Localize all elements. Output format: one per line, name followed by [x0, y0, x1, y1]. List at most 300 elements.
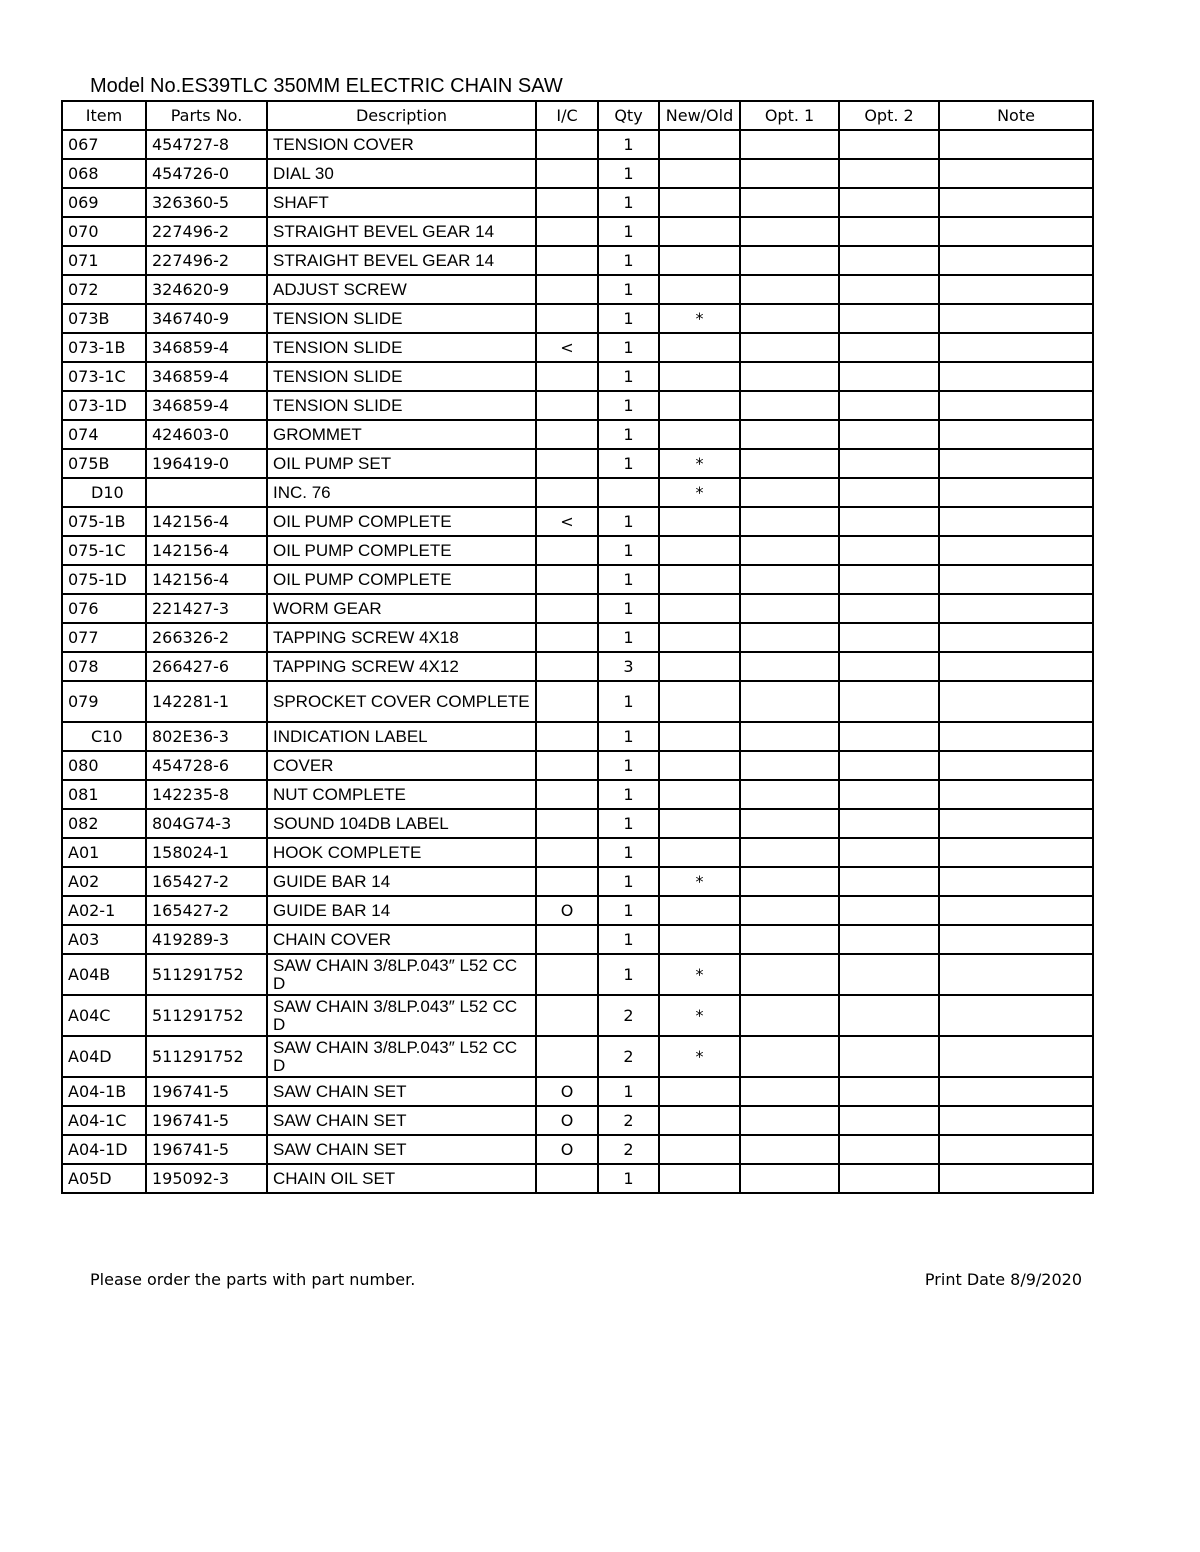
part-number-cell: 454726-0	[146, 159, 267, 188]
opt-1-cell	[740, 188, 839, 217]
opt-2-cell	[839, 391, 939, 420]
description-cell: SHAFT	[267, 188, 536, 217]
table-row	[62, 159, 1093, 188]
note-cell	[939, 751, 1093, 780]
description-cell: CHAIN OIL SET	[267, 1164, 536, 1193]
table-row	[62, 362, 1093, 391]
item-cell: A04C	[62, 995, 146, 1036]
qty-cell: 1	[598, 304, 659, 333]
opt-2-cell	[839, 838, 939, 867]
part-number-cell: 424603-0	[146, 420, 267, 449]
qty-cell: 1	[598, 362, 659, 391]
opt-1-cell	[740, 954, 839, 995]
qty-cell: 1	[598, 565, 659, 594]
table-row	[62, 1077, 1093, 1106]
item-cell: 075B	[62, 449, 146, 478]
part-number-cell: 158024-1	[146, 838, 267, 867]
item-cell: 075-1C	[62, 536, 146, 565]
description-cell: TENSION SLIDE	[267, 304, 536, 333]
opt-2-cell	[839, 925, 939, 954]
part-number-cell	[146, 478, 267, 507]
item-cell: 067	[62, 130, 146, 159]
ic-cell: <	[536, 507, 598, 536]
description-cell: TAPPING SCREW 4X18	[267, 623, 536, 652]
part-number-cell: 196741-5	[146, 1135, 267, 1164]
description-cell: ADJUST SCREW	[267, 275, 536, 304]
new-old-cell	[659, 130, 740, 159]
opt-2-cell	[839, 449, 939, 478]
table-row	[62, 420, 1093, 449]
opt-1-cell	[740, 838, 839, 867]
opt-2-cell	[839, 867, 939, 896]
item-cell: 073-1D	[62, 391, 146, 420]
table-row	[62, 1135, 1093, 1164]
opt-1-cell	[740, 722, 839, 751]
opt-1-cell	[740, 896, 839, 925]
description-cell: HOOK COMPLETE	[267, 838, 536, 867]
description-cell: GUIDE BAR 14	[267, 896, 536, 925]
table-row	[62, 130, 1093, 159]
note-cell	[939, 565, 1093, 594]
opt-2-cell	[839, 722, 939, 751]
table-row	[62, 217, 1093, 246]
opt-2-cell	[839, 333, 939, 362]
opt-1-cell	[740, 507, 839, 536]
ic-cell	[536, 995, 598, 1036]
qty-cell: 1	[598, 449, 659, 478]
note-cell	[939, 188, 1093, 217]
note-cell	[939, 995, 1093, 1036]
ic-cell	[536, 159, 598, 188]
note-cell	[939, 722, 1093, 751]
note-cell	[939, 507, 1093, 536]
opt-2-cell	[839, 1164, 939, 1193]
new-old-cell	[659, 188, 740, 217]
note-cell	[939, 780, 1093, 809]
part-number-cell: 142156-4	[146, 507, 267, 536]
note-cell	[939, 449, 1093, 478]
part-number-cell: 454727-8	[146, 130, 267, 159]
parts-table	[61, 100, 1094, 1194]
part-number-cell: 142235-8	[146, 780, 267, 809]
table-row	[62, 449, 1093, 478]
note-cell	[939, 867, 1093, 896]
document-title: Model No.ES39TLC 350MM ELECTRIC CHAIN SAW	[90, 75, 563, 97]
ic-cell	[536, 1164, 598, 1193]
note-cell	[939, 1135, 1093, 1164]
new-old-cell	[659, 159, 740, 188]
new-old-cell	[659, 594, 740, 623]
description-cell: SAW CHAIN SET	[267, 1106, 536, 1135]
new-old-cell	[659, 896, 740, 925]
item-cell: C10	[62, 722, 146, 751]
opt-1-cell	[740, 130, 839, 159]
opt-1-cell	[740, 275, 839, 304]
new-old-cell	[659, 722, 740, 751]
description-cell: OIL PUMP COMPLETE	[267, 536, 536, 565]
new-old-cell	[659, 751, 740, 780]
ic-cell	[536, 838, 598, 867]
qty-cell: 1	[598, 867, 659, 896]
table-row	[62, 623, 1093, 652]
part-number-cell: 142281-1	[146, 681, 267, 722]
column-header-item: Item	[62, 101, 146, 130]
new-old-cell	[659, 217, 740, 246]
part-number-cell: 227496-2	[146, 217, 267, 246]
opt-1-cell	[740, 246, 839, 275]
opt-2-cell	[839, 681, 939, 722]
description-cell: INDICATION LABEL	[267, 722, 536, 751]
ic-cell	[536, 130, 598, 159]
part-number-cell: 266427-6	[146, 652, 267, 681]
qty-cell: 1	[598, 188, 659, 217]
new-old-cell: *	[659, 995, 740, 1036]
opt-1-cell	[740, 391, 839, 420]
table-row	[62, 681, 1093, 722]
part-number-cell: 326360-5	[146, 188, 267, 217]
description-cell: COVER	[267, 751, 536, 780]
item-cell: 072	[62, 275, 146, 304]
item-cell: 068	[62, 159, 146, 188]
note-cell	[939, 217, 1093, 246]
opt-1-cell	[740, 217, 839, 246]
item-cell: A01	[62, 838, 146, 867]
table-row	[62, 809, 1093, 838]
item-cell: A02	[62, 867, 146, 896]
opt-2-cell	[839, 1036, 939, 1077]
note-cell	[939, 896, 1093, 925]
qty-cell: 1	[598, 925, 659, 954]
table-row	[62, 925, 1093, 954]
qty-cell: 1	[598, 1077, 659, 1106]
description-cell: OIL PUMP COMPLETE	[267, 507, 536, 536]
ic-cell	[536, 565, 598, 594]
opt-2-cell	[839, 246, 939, 275]
opt-1-cell	[740, 1077, 839, 1106]
ic-cell	[536, 681, 598, 722]
item-cell: A03	[62, 925, 146, 954]
table-row	[62, 995, 1093, 1036]
column-header-qty: Qty	[598, 101, 659, 130]
item-cell: A04-1D	[62, 1135, 146, 1164]
qty-cell: 1	[598, 809, 659, 838]
new-old-cell: *	[659, 304, 740, 333]
opt-1-cell	[740, 536, 839, 565]
part-number-cell: 266326-2	[146, 623, 267, 652]
part-number-cell: 165427-2	[146, 896, 267, 925]
part-number-cell: 195092-3	[146, 1164, 267, 1193]
new-old-cell	[659, 1135, 740, 1164]
item-cell: 070	[62, 217, 146, 246]
ic-cell	[536, 623, 598, 652]
column-header-parts-no: Parts No.	[146, 101, 267, 130]
description-cell: INC. 76	[267, 478, 536, 507]
note-cell	[939, 130, 1093, 159]
description-cell: STRAIGHT BEVEL GEAR 14	[267, 246, 536, 275]
note-cell	[939, 159, 1093, 188]
new-old-cell	[659, 507, 740, 536]
part-number-cell: 511291752	[146, 1036, 267, 1077]
item-cell: 075-1B	[62, 507, 146, 536]
qty-cell: 1	[598, 681, 659, 722]
new-old-cell: *	[659, 449, 740, 478]
description-cell: SAW CHAIN SET	[267, 1077, 536, 1106]
opt-2-cell	[839, 565, 939, 594]
description-cell: SAW CHAIN 3/8LP.043″ L52 CC D	[267, 954, 536, 995]
item-cell: 077	[62, 623, 146, 652]
item-cell: 075-1D	[62, 565, 146, 594]
qty-cell: 1	[598, 391, 659, 420]
part-number-cell: 802E36-3	[146, 722, 267, 751]
opt-2-cell	[839, 1135, 939, 1164]
new-old-cell	[659, 420, 740, 449]
note-cell	[939, 623, 1093, 652]
item-cell: D10	[62, 478, 146, 507]
item-cell: 073-1B	[62, 333, 146, 362]
opt-1-cell	[740, 304, 839, 333]
ic-cell	[536, 362, 598, 391]
item-cell: 071	[62, 246, 146, 275]
new-old-cell: *	[659, 954, 740, 995]
table-row	[62, 1036, 1093, 1077]
ic-cell	[536, 925, 598, 954]
item-cell: A04D	[62, 1036, 146, 1077]
part-number-cell: 346859-4	[146, 391, 267, 420]
item-cell: 079	[62, 681, 146, 722]
qty-cell: 1	[598, 838, 659, 867]
opt-1-cell	[740, 362, 839, 391]
note-cell	[939, 478, 1093, 507]
ic-cell	[536, 1036, 598, 1077]
column-header-new-old: New/Old	[659, 101, 740, 130]
qty-cell: 1	[598, 780, 659, 809]
ic-cell	[536, 275, 598, 304]
opt-1-cell	[740, 420, 839, 449]
order-note: Please order the parts with part number.	[90, 1270, 416, 1289]
table-row	[62, 1164, 1093, 1193]
qty-cell: 2	[598, 1106, 659, 1135]
item-cell: 080	[62, 751, 146, 780]
part-number-cell: 165427-2	[146, 867, 267, 896]
qty-cell: 1	[598, 751, 659, 780]
opt-1-cell	[740, 1164, 839, 1193]
note-cell	[939, 246, 1093, 275]
qty-cell: 1	[598, 275, 659, 304]
opt-1-cell	[740, 995, 839, 1036]
qty-cell: 1	[598, 594, 659, 623]
opt-1-cell	[740, 1106, 839, 1135]
part-number-cell: 346859-4	[146, 362, 267, 391]
new-old-cell	[659, 780, 740, 809]
table-row	[62, 565, 1093, 594]
item-cell: A05D	[62, 1164, 146, 1193]
note-cell	[939, 333, 1093, 362]
note-cell	[939, 594, 1093, 623]
ic-cell	[536, 391, 598, 420]
new-old-cell	[659, 246, 740, 275]
qty-cell: 1	[598, 217, 659, 246]
ic-cell	[536, 867, 598, 896]
ic-cell	[536, 536, 598, 565]
new-old-cell	[659, 838, 740, 867]
description-cell: TAPPING SCREW 4X12	[267, 652, 536, 681]
new-old-cell	[659, 275, 740, 304]
part-number-cell: 221427-3	[146, 594, 267, 623]
table-row	[62, 751, 1093, 780]
ic-cell	[536, 780, 598, 809]
note-cell	[939, 838, 1093, 867]
opt-2-cell	[839, 159, 939, 188]
print-date: Print Date 8/9/2020	[924, 1270, 1082, 1289]
opt-2-cell	[839, 420, 939, 449]
note-cell	[939, 362, 1093, 391]
ic-cell	[536, 722, 598, 751]
ic-cell	[536, 188, 598, 217]
ic-cell: <	[536, 333, 598, 362]
opt-2-cell	[839, 217, 939, 246]
description-cell: SOUND 104DB LABEL	[267, 809, 536, 838]
table-row	[62, 391, 1093, 420]
note-cell	[939, 536, 1093, 565]
part-number-cell: 511291752	[146, 995, 267, 1036]
new-old-cell	[659, 681, 740, 722]
opt-2-cell	[839, 362, 939, 391]
item-cell: 076	[62, 594, 146, 623]
description-cell: CHAIN COVER	[267, 925, 536, 954]
opt-1-cell	[740, 925, 839, 954]
part-number-cell: 142156-4	[146, 536, 267, 565]
opt-1-cell	[740, 1135, 839, 1164]
description-cell: OIL PUMP COMPLETE	[267, 565, 536, 594]
column-header-description: Description	[267, 101, 536, 130]
qty-cell: 1	[598, 623, 659, 652]
table-row	[62, 507, 1093, 536]
new-old-cell	[659, 925, 740, 954]
opt-1-cell	[740, 1036, 839, 1077]
note-cell	[939, 681, 1093, 722]
ic-cell: O	[536, 1135, 598, 1164]
note-cell	[939, 304, 1093, 333]
qty-cell: 1	[598, 507, 659, 536]
opt-1-cell	[740, 751, 839, 780]
note-cell	[939, 275, 1093, 304]
new-old-cell	[659, 1077, 740, 1106]
description-cell: SAW CHAIN 3/8LP.043″ L52 CC D	[267, 1036, 536, 1077]
opt-2-cell	[839, 896, 939, 925]
qty-cell: 2	[598, 995, 659, 1036]
opt-1-cell	[740, 594, 839, 623]
part-number-cell: 196741-5	[146, 1106, 267, 1135]
opt-1-cell	[740, 809, 839, 838]
new-old-cell: *	[659, 478, 740, 507]
description-cell: WORM GEAR	[267, 594, 536, 623]
part-number-cell: 346740-9	[146, 304, 267, 333]
opt-2-cell	[839, 478, 939, 507]
qty-cell: 1	[598, 722, 659, 751]
description-cell: TENSION SLIDE	[267, 333, 536, 362]
note-cell	[939, 391, 1093, 420]
opt-2-cell	[839, 1106, 939, 1135]
part-number-cell: 142156-4	[146, 565, 267, 594]
qty-cell: 1	[598, 246, 659, 275]
new-old-cell	[659, 809, 740, 838]
ic-cell	[536, 652, 598, 681]
opt-2-cell	[839, 130, 939, 159]
new-old-cell	[659, 1106, 740, 1135]
part-number-cell: 511291752	[146, 954, 267, 995]
description-cell: GROMMET	[267, 420, 536, 449]
opt-1-cell	[740, 159, 839, 188]
opt-1-cell	[740, 867, 839, 896]
description-cell: TENSION COVER	[267, 130, 536, 159]
description-cell: TENSION SLIDE	[267, 391, 536, 420]
item-cell: A02-1	[62, 896, 146, 925]
new-old-cell	[659, 536, 740, 565]
qty-cell: 1	[598, 333, 659, 362]
part-number-cell: 346859-4	[146, 333, 267, 362]
item-cell: 073-1C	[62, 362, 146, 391]
qty-cell: 1	[598, 536, 659, 565]
note-cell	[939, 1106, 1093, 1135]
part-number-cell: 196741-5	[146, 1077, 267, 1106]
qty-cell: 1	[598, 130, 659, 159]
ic-cell	[536, 217, 598, 246]
new-old-cell	[659, 362, 740, 391]
table-row	[62, 780, 1093, 809]
opt-1-cell	[740, 565, 839, 594]
description-cell: SAW CHAIN 3/8LP.043″ L52 CC D	[267, 995, 536, 1036]
opt-2-cell	[839, 507, 939, 536]
qty-cell: 1	[598, 420, 659, 449]
description-cell: SAW CHAIN SET	[267, 1135, 536, 1164]
part-number-cell: 419289-3	[146, 925, 267, 954]
ic-cell	[536, 304, 598, 333]
qty-cell: 3	[598, 652, 659, 681]
opt-2-cell	[839, 1077, 939, 1106]
item-cell: A04-1C	[62, 1106, 146, 1135]
ic-cell	[536, 246, 598, 275]
qty-cell: 1	[598, 159, 659, 188]
qty-cell: 2	[598, 1135, 659, 1164]
opt-1-cell	[740, 478, 839, 507]
description-cell: SPROCKET COVER COMPLETE	[267, 681, 536, 722]
table-row	[62, 1106, 1093, 1135]
opt-2-cell	[839, 594, 939, 623]
item-cell: 073B	[62, 304, 146, 333]
table-row	[62, 722, 1093, 751]
table-row	[62, 954, 1093, 995]
table-header-row	[62, 101, 1093, 130]
new-old-cell	[659, 333, 740, 362]
ic-cell	[536, 809, 598, 838]
opt-2-cell	[839, 995, 939, 1036]
opt-1-cell	[740, 780, 839, 809]
part-number-cell: 804G74-3	[146, 809, 267, 838]
ic-cell	[536, 420, 598, 449]
opt-2-cell	[839, 652, 939, 681]
new-old-cell: *	[659, 1036, 740, 1077]
opt-1-cell	[740, 449, 839, 478]
table-row	[62, 652, 1093, 681]
opt-1-cell	[740, 681, 839, 722]
opt-2-cell	[839, 954, 939, 995]
part-number-cell: 227496-2	[146, 246, 267, 275]
table-row	[62, 867, 1093, 896]
opt-2-cell	[839, 275, 939, 304]
opt-2-cell	[839, 623, 939, 652]
opt-2-cell	[839, 304, 939, 333]
column-header-ic: I/C	[536, 101, 598, 130]
